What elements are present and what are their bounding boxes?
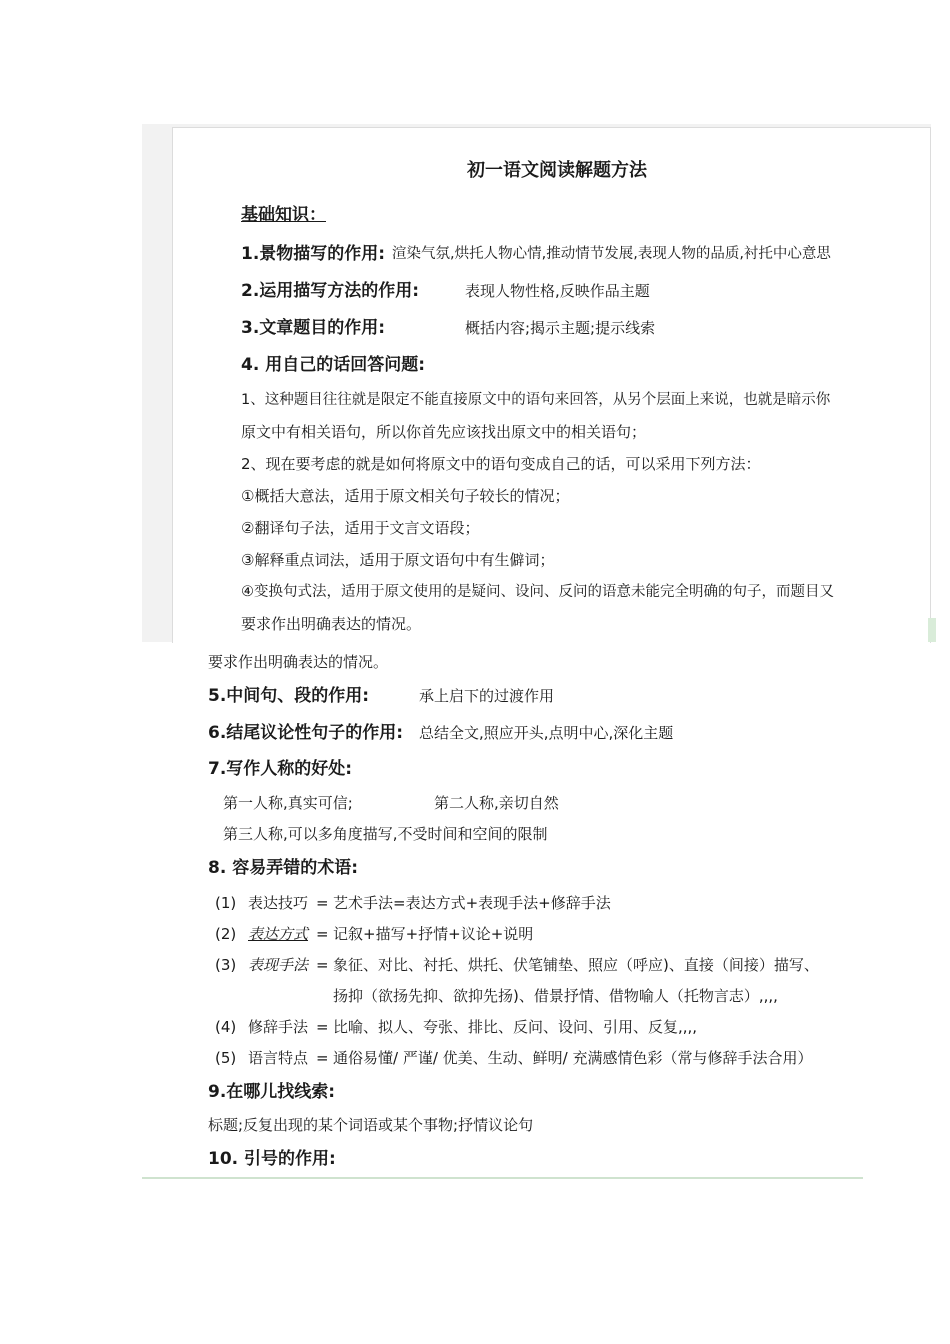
term-1-def: 艺术手法=表达方式+表现手法+修辞手法 [333,894,611,912]
edge-marker [928,618,936,642]
term-3-eq: = [316,956,329,974]
term-1-eq: = [316,894,329,912]
term-4-name: 修辞手法 [248,1018,309,1036]
page-title: 初一语文阅读解题方法 [467,160,647,181]
term-3-name: 表现手法 [248,956,309,974]
item-1-label: 1.景物描写的作用: [241,244,386,264]
item-4-para1-line2: 原文中有相关语句，所以你首先应该找出原文中的相关语句； [241,423,647,441]
item-6-label: 6.结尾议论性句子的作用: [208,723,404,743]
item-9-label: 9.在哪儿找线索: [208,1082,336,1102]
person-second: 第二人称,亲切自然 [434,794,559,812]
term-4-num: (4) [215,1018,237,1036]
item-3-text: 概括内容;揭示主题;提示线索 [465,319,656,337]
method-1: ①概括大意法，适用于原文相关句子较长的情况； [241,487,570,505]
item-6-text: 总结全文,照应开头,点明中心,深化主题 [419,724,674,742]
method-4-line1: ④变换句式法，适用于原文使用的是疑问、设问、反问的语意未能完全明确的句子，而题目又 [241,584,834,600]
item-1-text: 渲染气氛,烘托人物心情,推动情节发展,表现人物的品质,衬托中心意思 [392,246,831,262]
method-3: ③解释重点词法，适用于原文语句中有生僻词； [241,551,555,569]
method-4-line2-repeat: 要求作出明确表达的情况。 [208,653,389,671]
term-2-name: 表达方式 [248,925,309,943]
item-7-label: 7.写作人称的好处: [208,759,353,779]
term-5-eq: = [316,1049,329,1067]
term-3-num: (3) [215,956,237,974]
item-9-text: 标题;反复出现的某个词语或某个事物;抒情议论句 [208,1116,534,1134]
term-1-name: 表达技巧 [248,894,309,912]
item-8-label: 8. 容易弄错的术语: [208,858,359,878]
item-2-text: 表现人物性格,反映作品主题 [465,282,650,300]
section-heading: 基础知识： [241,205,326,225]
term-3-def-line2: 扬抑（欲扬先抑、欲抑先扬)、借景抒情、借物喻人（托物言志）,,,, [333,987,778,1005]
item-3-label: 3.文章题目的作用: [241,318,386,338]
bottom-divider [142,1177,863,1179]
term-2-def: 记叙+描写+抒情+议论+说明 [333,925,534,943]
method-2: ②翻译句子法，适用于文言文语段； [241,519,480,537]
person-first: 第一人称,真实可信; [223,794,353,812]
item-4-para1-line1: 1、这种题目往往就是限定不能直接原文中的语句来回答，从另个层面上来说，也就是暗示你 [241,392,831,408]
item-5-label: 5.中间句、段的作用: [208,686,370,706]
term-5-name: 语言特点 [248,1049,309,1067]
term-2-eq: = [316,925,329,943]
person-third: 第三人称,可以多角度描写,不受时间和空间的限制 [223,825,548,843]
term-3-def: 象征、对比、衬托、烘托、伏笔铺垫、照应（呼应)、直接（间接）描写、 [333,956,819,974]
term-5-num: (5) [215,1049,237,1067]
item-2-label: 2.运用描写方法的作用: [241,281,420,301]
term-5-def: 通俗易懂/ 严谨/ 优美、生动、鲜明/ 充满感情色彩（常与修辞手法合用） [333,1049,813,1067]
item-5-text: 承上启下的过渡作用 [419,687,555,705]
term-2-num: (2) [215,925,237,943]
term-1-num: (1) [215,894,237,912]
term-4-eq: = [316,1018,329,1036]
item-4-label: 4. 用自己的话回答问题: [241,355,426,375]
method-4-line2: 要求作出明确表达的情况。 [241,615,422,633]
item-4-para2: 2、现在要考虑的就是如何将原文中的语句变成自己的话，可以采用下列方法： [241,455,761,473]
term-4-def: 比喻、拟人、夸张、排比、反问、设问、引用、反复,,,, [333,1018,698,1036]
item-10-label: 10. 引号的作用: [208,1149,336,1169]
